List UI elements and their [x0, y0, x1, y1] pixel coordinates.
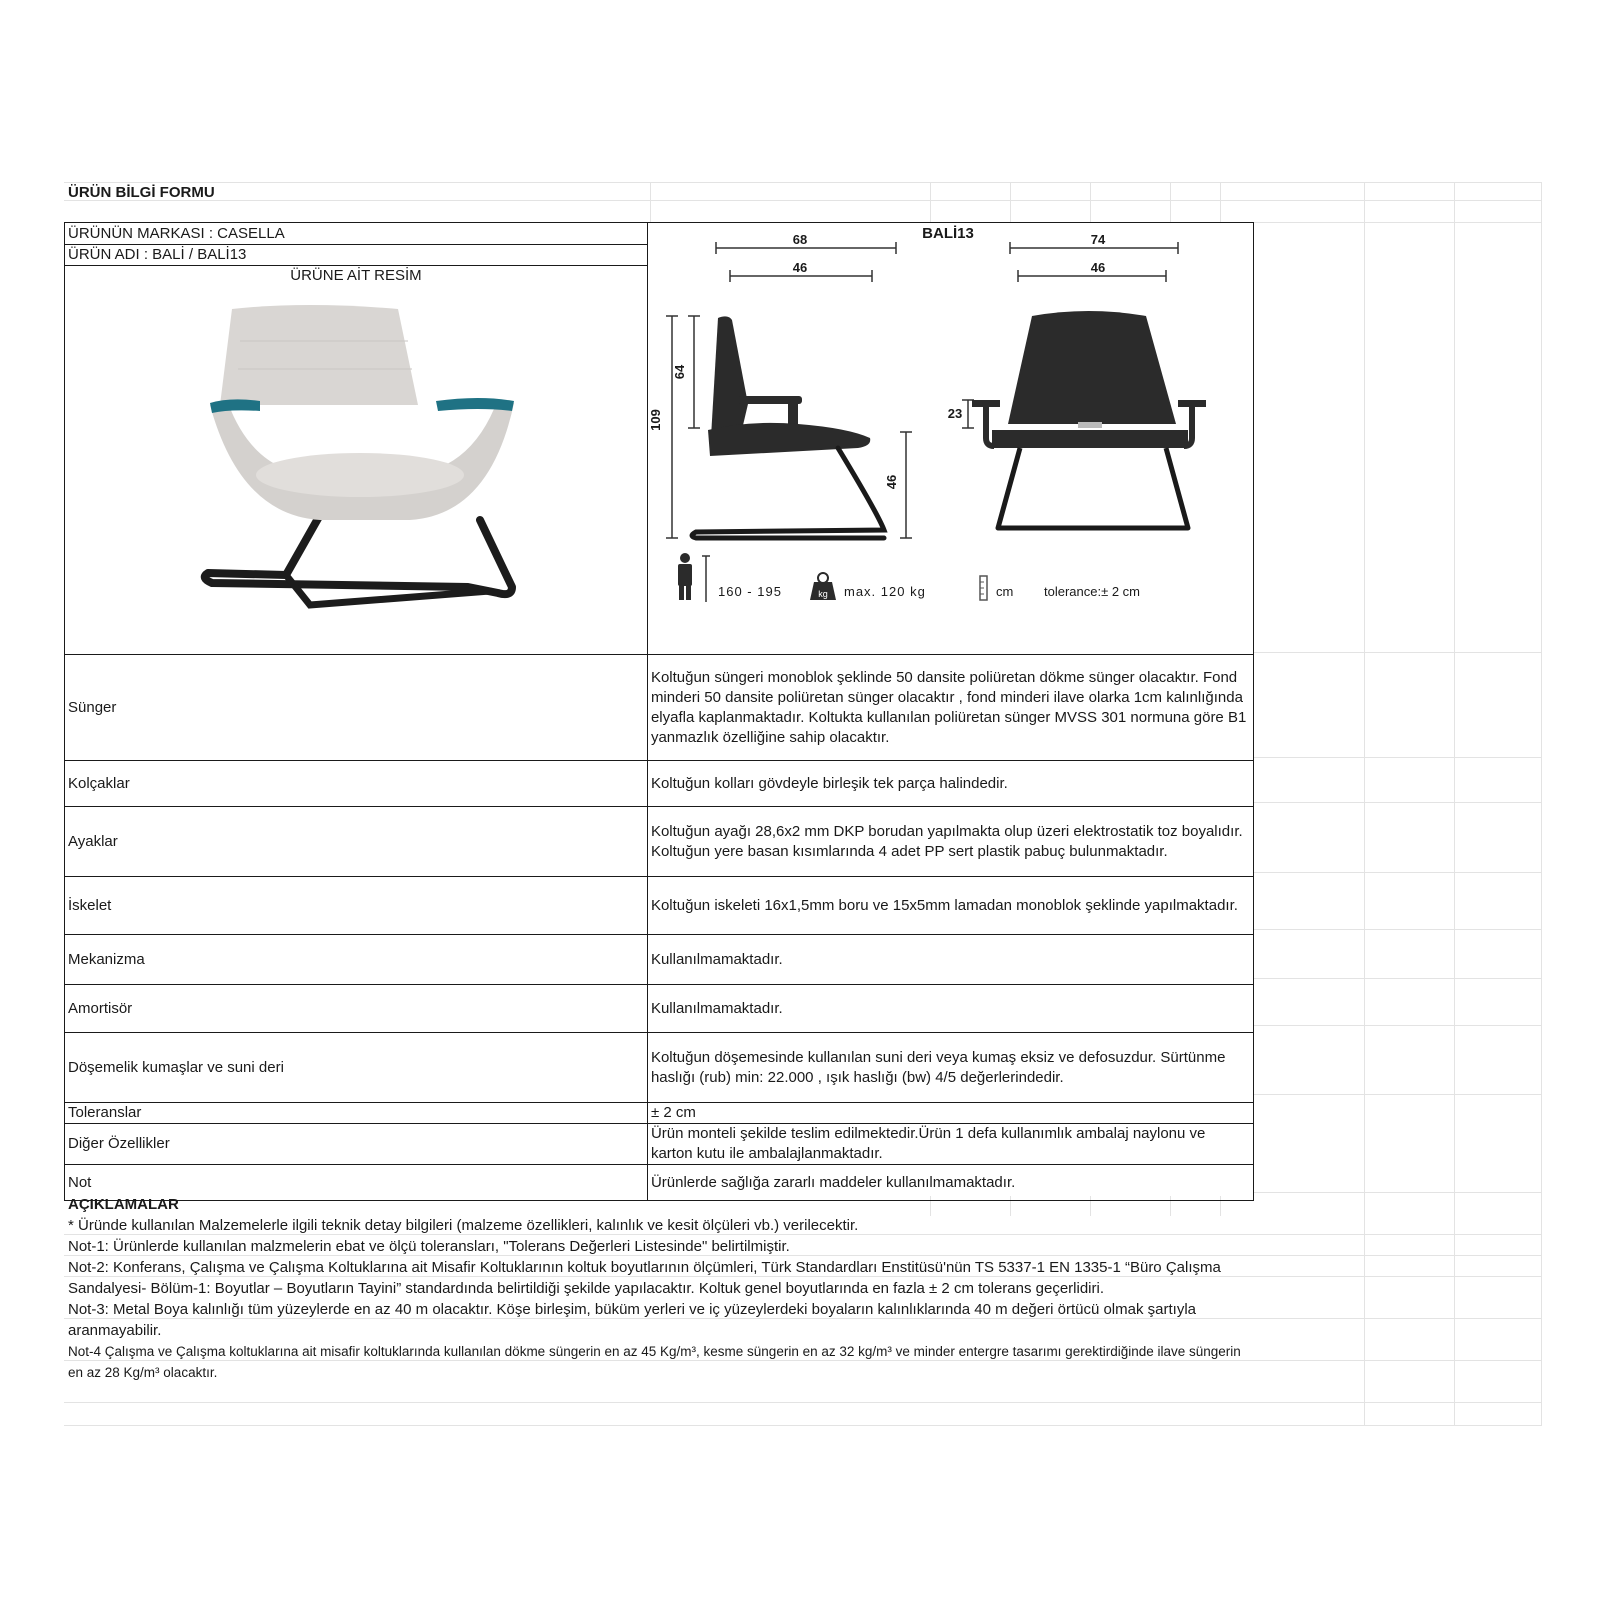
tolerance-label: tolerance:± 2 cm: [1044, 584, 1141, 599]
row-value: ± 2 cm: [647, 1103, 1253, 1124]
row-value: Koltuğun kolları gövdeyle birleşik tek parça halindedir.: [647, 761, 1253, 807]
unit-label: cm: [996, 584, 1014, 599]
user-height-label: 160 - 195: [718, 584, 782, 599]
front-view-chair-icon: [972, 311, 1206, 528]
row-label: Döşemelik kumaşlar ve suni deri: [65, 1033, 648, 1103]
row-label: Mekanizma: [65, 935, 648, 985]
row-label: Kolçaklar: [65, 761, 648, 807]
row-label: Ayaklar: [65, 807, 648, 877]
row-value: Koltuğun iskeleti 16x1,5mm boru ve 15x5mm lamadan monoblok şeklinde yapılmaktadır.: [647, 877, 1253, 935]
side-view-chair-icon: [692, 316, 884, 538]
max-weight-label: max. 120 kg: [844, 584, 926, 599]
brand-cell: ÜRÜNÜN MARKASI : CASELLA: [65, 223, 648, 245]
note-item: Not-1: Ürünlerde kullanılan malzmelerin ebat ve ölçü toleransları, "Tolerans Değerleri Listesinde" belirtilmiştir.: [68, 1238, 790, 1255]
row-label: Not: [65, 1165, 648, 1201]
row-label: Amortisör: [65, 985, 648, 1033]
person-height-icon: [678, 553, 710, 602]
note-item: Not-2: Konferans, Çalışma ve Çalışma Koltuklarına ait Misafir Koltuklarının koltuk boyutlarının ölçümleri, Türk Standardları Enstitüsü'nün TS 5337-1 EN 1335-1 “Büro Çalışma Sandalyesi- Bölüm-1: Boyutlar – Boyutların Tayini” standardında belirtildiği şekilde yapılacaktır. Koltuk genel boyutlarında en fazla ± 2 cm tolerans geçerlidiri.: [68, 1259, 1221, 1297]
row-value: Ürünlerde sağlığa zararlı maddeler kullanılmamaktadır.: [647, 1165, 1253, 1201]
front-width-seat-label: 46: [1090, 260, 1106, 275]
product-name-cell: ÜRÜN ADI : BALİ / BALİ13: [65, 245, 648, 266]
form-title: ÜRÜN BİLGİ FORMU: [68, 184, 215, 201]
row-value: Ürün monteli şekilde teslim edilmektedir.Ürün 1 defa kullanımlık ambalaj naylonu ve karton kutu ile ambalajlanmaktadır.: [647, 1124, 1253, 1165]
note-item: Not-3: Metal Boya kalınlığı tüm yüzeylerde en az 40 m olacaktır. Köşe birleşim, büküm yerleri ve iç yüzeylerdeki boyaların kalınlıklarında 40 m değeri örtücü olmak şartıyla aranmayabilir.: [68, 1301, 1196, 1339]
side-width-seat-label: 46: [792, 260, 808, 275]
notes-section: [68, 1196, 1258, 1383]
ruler-icon: [980, 576, 987, 600]
picture-label-cell: ÜRÜNE AİT RESİM: [65, 266, 648, 287]
row-label: Sünger: [65, 655, 648, 761]
chair-photo: [200, 305, 530, 625]
note-item: Not-4 Çalışma ve Çalışma koltuklarına ait misafir koltuklarında kullanılan dökme süngerin en az 45 Kg/m³, kesme süngerin en az 32 kg/m³ ve minder entergre tasarımı gerektirdiğinde ilave süngerin en az 28 Kg/m³ olacaktır.: [68, 1344, 1241, 1380]
side-width-total-label: 68: [792, 232, 808, 247]
row-value: Koltuğun süngeri monoblok şeklinde 50 dansite poliüretan dökme sünger olacaktır. Fond minderi 50 dansite poliüretan sünger olacaktır , fond minderi ilave olarka 1cm kalınlığında elyafla kaplanmaktadır. Koltukta kullanılan poliüretan sünger MVSS 301 normuna göre B1 yanmazlık özelliğine sahip olacaktır.: [647, 655, 1253, 761]
note-item: * Üründe kullanılan Malzemelerle ilgili teknik detay bilgileri (malzeme özellikleri, kalınlık ve kesit ölçüleri vb.) verilecektir.: [68, 1217, 859, 1234]
notes-heading: AÇIKLAMALAR: [68, 1196, 179, 1213]
row-value: Kullanılmamaktadır.: [647, 985, 1253, 1033]
front-width-total-label: 74: [1090, 232, 1106, 247]
row-value: Koltuğun döşemesinde kullanılan suni deri veya kumaş eksiz ve defosuzdur. Sürtünme haslığı (rub) min: 22.000 , ışık haslığı (bw) 4/5 değerlerindedir.: [647, 1033, 1253, 1103]
row-value: Kullanılmamaktadır.: [647, 935, 1253, 985]
row-label: Toleranslar: [65, 1103, 648, 1124]
back-height-label: 64: [672, 364, 687, 380]
weight-icon-label: kg: [818, 589, 828, 599]
office-chair-photo-icon: [205, 305, 514, 605]
row-label: İskelet: [65, 877, 648, 935]
dimension-diagram: [648, 224, 1252, 616]
weight-icon: [810, 573, 836, 600]
seat-height-label: 46: [884, 474, 899, 490]
row-label: Diğer Özellikler: [65, 1124, 648, 1165]
model-label: BALİ13: [922, 225, 974, 242]
height-total-label: 109: [648, 409, 663, 431]
row-value: Koltuğun ayağı 28,6x2 mm DKP borudan yapılmakta olup üzeri elektrostatik toz boyalıdır. Koltuğun yere basan kısımlarında 4 adet PP sert plastik pabuç bulunmaktadır.: [647, 807, 1253, 877]
arm-height-label: 23: [947, 406, 963, 421]
